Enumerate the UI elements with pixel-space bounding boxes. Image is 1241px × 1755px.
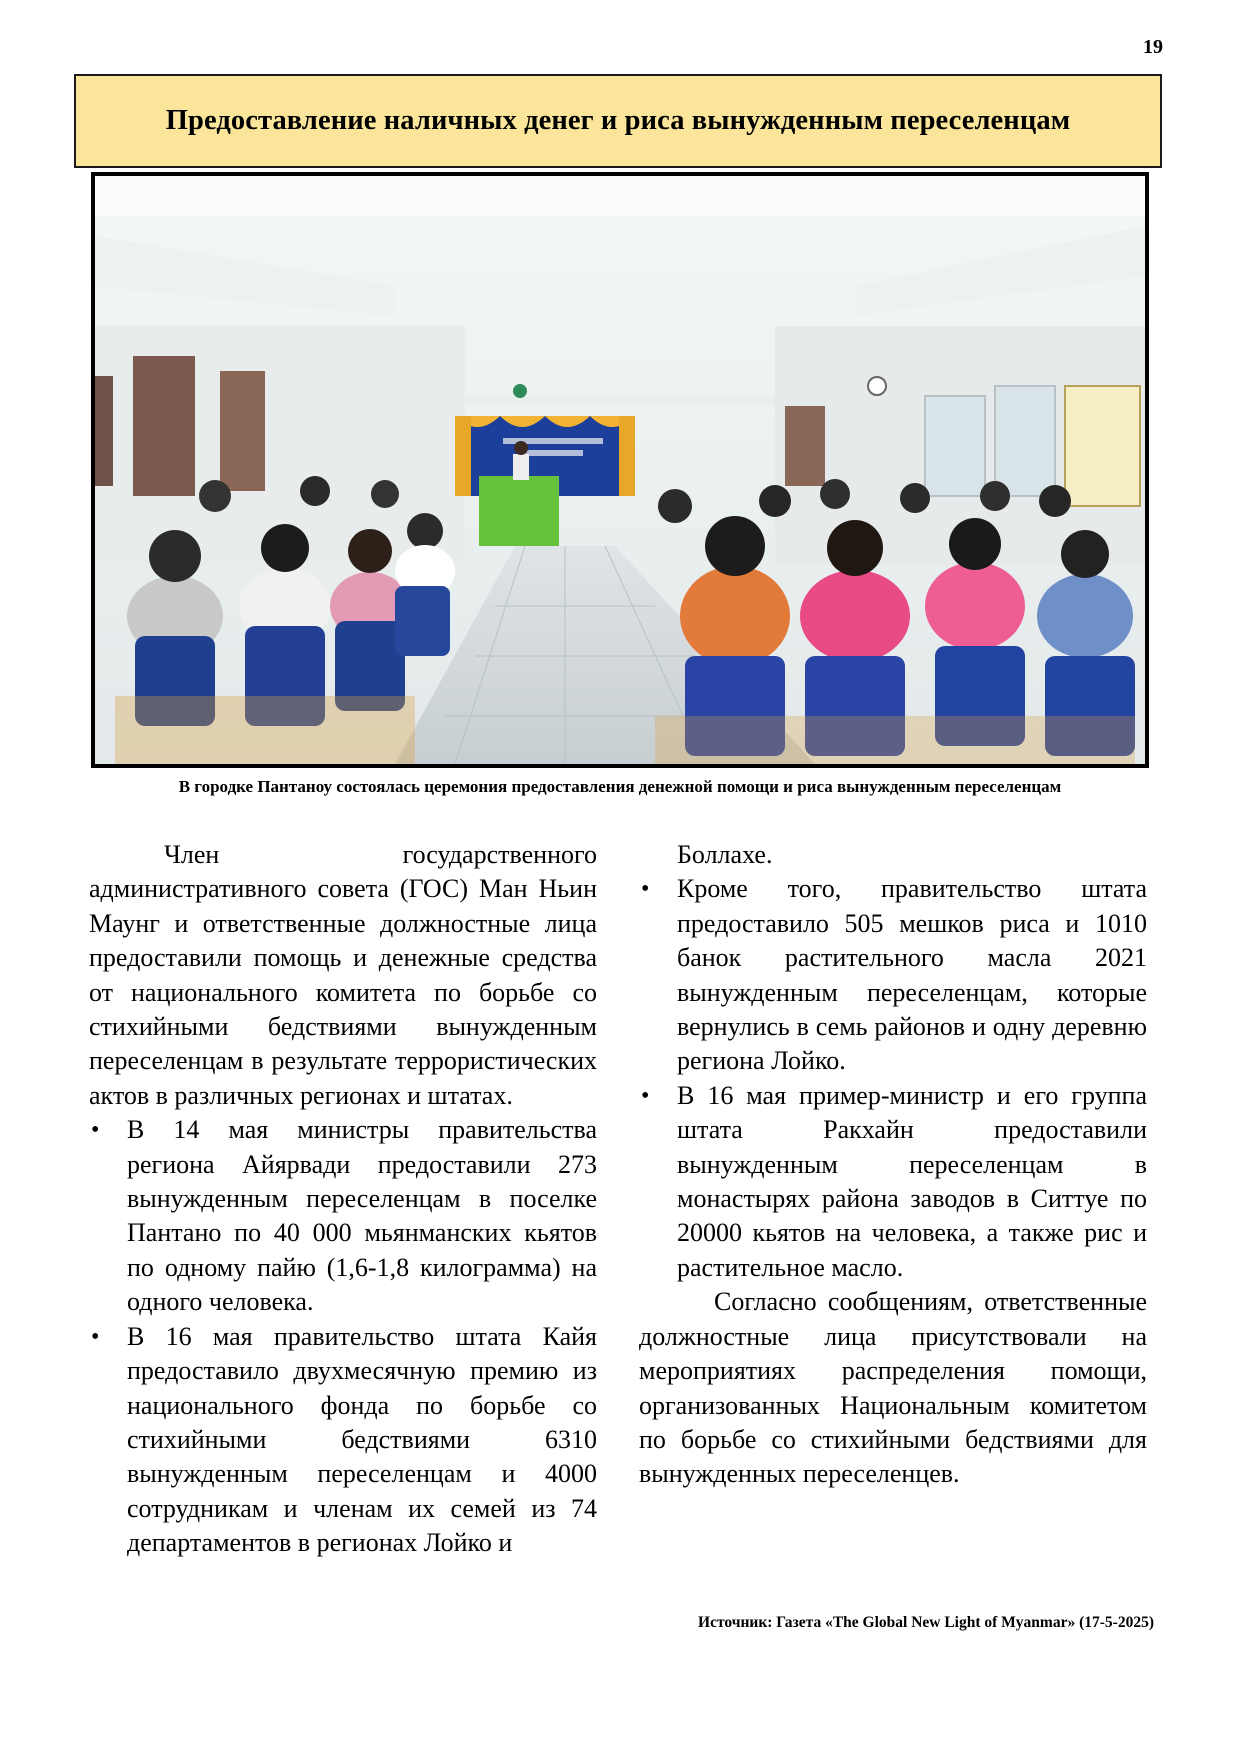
list-item-text: В 14 мая министры правительства региона Айярвади предоставили 273 вынужденным переселенцам в поселке Пантано по 40 000 мьянманских кьятов по одному пайю (1,6-1,8 килограмма) на одного человека. xyxy=(127,1115,597,1317)
title-banner xyxy=(74,74,1162,168)
bullet-icon: • xyxy=(641,876,650,903)
list-item-text: В 16 мая пример-министр и его группа штата Ракхайн предоставили вынужденным переселенцам в монастырях района заводов в Ситтуе по 20000 кьятов на человека, а также рис и растительное масло. xyxy=(677,1080,1147,1282)
bullet-icon: • xyxy=(641,1082,650,1109)
list-item xyxy=(639,872,1147,1078)
source-note: Источник: Газета «The Global New Light of Myanmar» (17-5-2025) xyxy=(698,1614,1154,1631)
list-item-text: В 16 мая правительство штата Кайя предоставило двухмесячную премию из национального фонда по борьбе со стихийными бедствиями 6310 вынужденным переселенцам и 4000 сотрудникам и членам их семей из 74 департаментов в регионах Лойко и xyxy=(127,1321,597,1558)
bullet-icon: • xyxy=(91,1117,100,1144)
left-column xyxy=(89,838,597,1561)
photo-caption: В городке Пантаноу состоялась церемония предоставления денежной помощи и риса вынужденным переселенцам xyxy=(178,777,1062,796)
continuation-text: Боллахе. xyxy=(677,840,773,869)
page-title: Предоставление наличных денег и риса вынужденным переселенцам xyxy=(165,105,1071,136)
list-item xyxy=(639,1079,1147,1285)
list-item xyxy=(89,1320,597,1561)
page-number: 19 xyxy=(1143,36,1163,58)
photo-illustration xyxy=(95,176,1145,764)
right-bullet-list xyxy=(639,872,1147,1285)
left-bullet-list xyxy=(89,1113,597,1560)
meeting-hall-photo xyxy=(91,172,1149,768)
closing-paragraph: Согласно сообщениям, ответственные должностные лица присутствовали на мероприятиях распределения помощи, организованных Национальным комитетом по борьбе со стихийными бедствиями для вынужденных переселенцев. xyxy=(639,1287,1147,1489)
list-item-text: Кроме того, правительство штата предоставило 505 мешков риса и 1010 банок растительного масла 2021 вынужденным переселенцам, которые вернулись в семь районов и одну деревню региона Лойко. xyxy=(677,874,1147,1076)
intro-paragraph: Член государственного административного совета (ГОС) Ман Ньин Маунг и ответственные должностные лица предоставили помощь и денежные средства от национального комитета по борьбе со стихийными бедствиями вынужденным переселенцам в результате террористических актов в различных регионах и штатах. xyxy=(89,840,597,1110)
bullet-icon: • xyxy=(91,1323,100,1350)
list-item xyxy=(89,1113,597,1319)
right-column xyxy=(639,838,1147,1492)
